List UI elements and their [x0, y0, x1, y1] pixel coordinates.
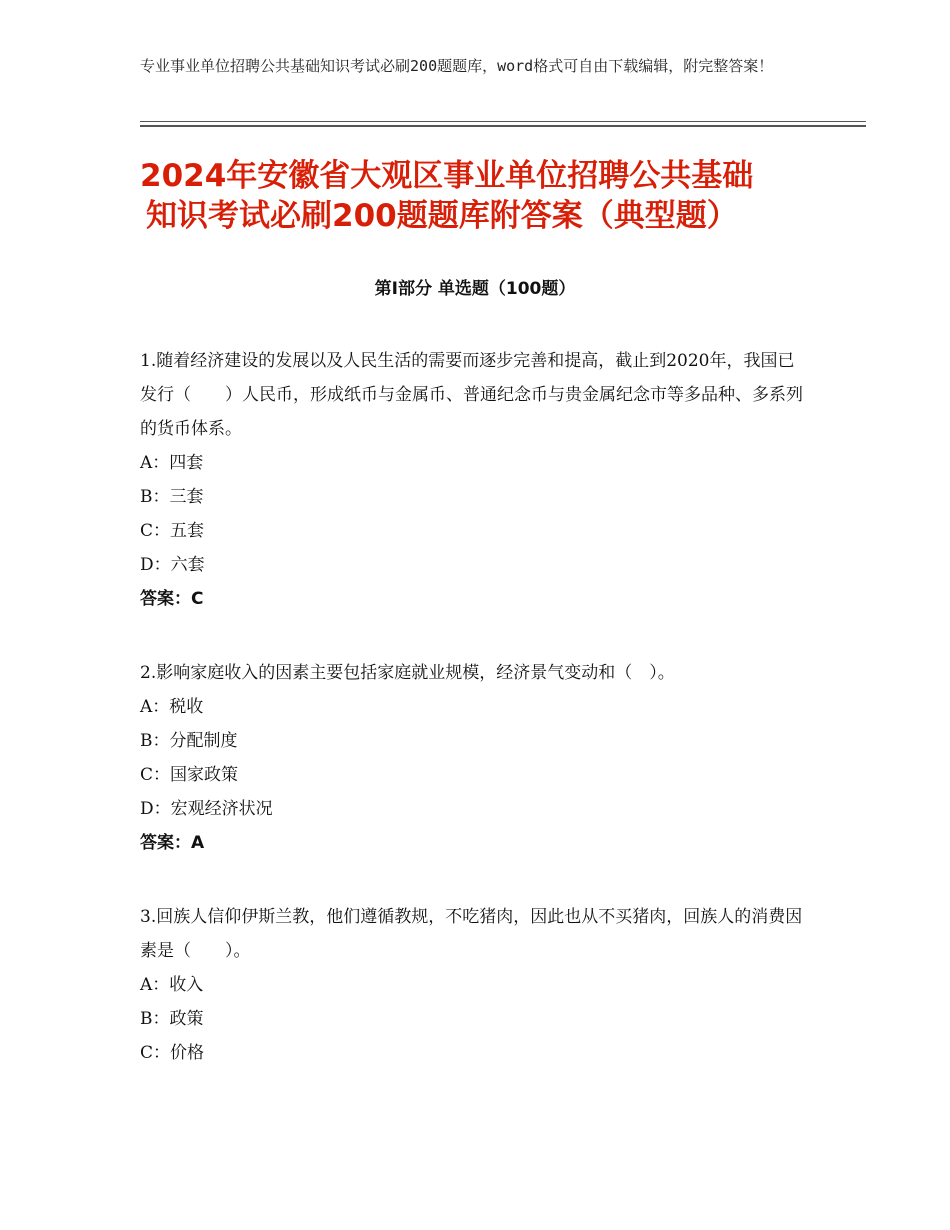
question-stem: 3.回族人信仰伊斯兰教，他们遵循教规，不吃猪肉，因此也从不买猪肉，回族人的消费因素是（ ）。	[140, 907, 803, 961]
question-option: B：三套	[140, 487, 204, 507]
question-option: A：四套	[140, 453, 204, 473]
question-option: C：价格	[140, 1043, 205, 1063]
question-option: A：收入	[140, 975, 204, 995]
header-divider-thick	[140, 125, 866, 127]
question-stem: 2.影响家庭收入的因素主要包括家庭就业规模，经济景气变动和（ ）。	[140, 663, 675, 683]
question-item	[140, 900, 810, 1070]
question-item	[140, 656, 810, 860]
question-answer: 答案：C	[140, 589, 204, 609]
question-option: C：国家政策	[140, 765, 239, 785]
question-stem: 1.随着经济建设的发展以及人民生活的需要而逐步完善和提高，截止到2020年，我国已发行（ ）人民币，形成纸币与金属币、普通纪念币与贵金属纪念市等多品种、多系列的货币体系。	[140, 351, 803, 439]
question-option: B：政策	[140, 1009, 204, 1029]
question-spacer	[140, 860, 810, 900]
question-item	[140, 344, 810, 616]
document-title	[140, 156, 820, 236]
document-title-line-2: 知识考试必刷200题题库附答案（典型题）	[146, 198, 738, 234]
question-option: D：宏观经济状况	[140, 799, 273, 819]
question-option: B：分配制度	[140, 731, 238, 751]
question-option: D：六套	[140, 555, 205, 575]
document-title-line-1: 2024年安徽省大观区事业单位招聘公共基础	[140, 158, 754, 194]
question-spacer	[140, 616, 810, 656]
section-title: 第Ⅰ部分 单选题（100题）	[374, 279, 576, 299]
header-divider-thin	[140, 121, 866, 122]
header-note: 专业事业单位招聘公共基础知识考试必刷200题题库，word格式可自由下载编辑，附完整答案！	[140, 57, 774, 75]
question-option: C：五套	[140, 521, 205, 541]
question-answer: 答案：A	[140, 833, 205, 853]
question-option: A：税收	[140, 697, 204, 717]
question-list	[140, 344, 810, 1070]
